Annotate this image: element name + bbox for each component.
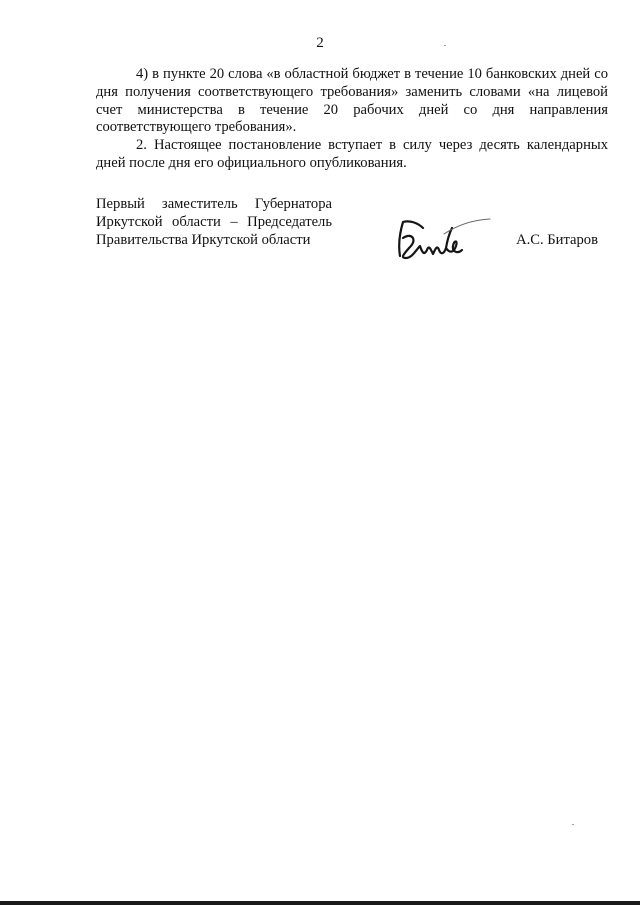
paragraph-amendment-point-4: 4) в пункте 20 слова «в областной бюджет в течение 10 банковских дней со дня получения соответствующего требования» заменить словами «на лицевой счет министерства в течение 20 рабочих дней со дня направления соответствующего требования». [96, 66, 608, 136]
handwritten-signature [394, 214, 494, 264]
signer-title-line-3: Правительства Иркутской области [96, 231, 311, 248]
scan-border [0, 901, 640, 905]
signer-title-line-2: Иркутской области – Председатель [96, 213, 332, 230]
scan-artifact-dot [572, 824, 574, 825]
scan-artifact-dot [444, 45, 446, 46]
signature-block [96, 196, 608, 266]
signer-name: А.С. Битаров [516, 232, 598, 248]
paragraph-effective-date: 2. Настоящее постановление вступает в силу через десять календарных дней после дня его официального опубликования. [96, 137, 608, 171]
page-number: 2 [316, 35, 324, 51]
document-body [96, 66, 608, 173]
signer-title [96, 196, 332, 249]
signer-title-line-1: Первый заместитель Губернатора [96, 196, 332, 212]
